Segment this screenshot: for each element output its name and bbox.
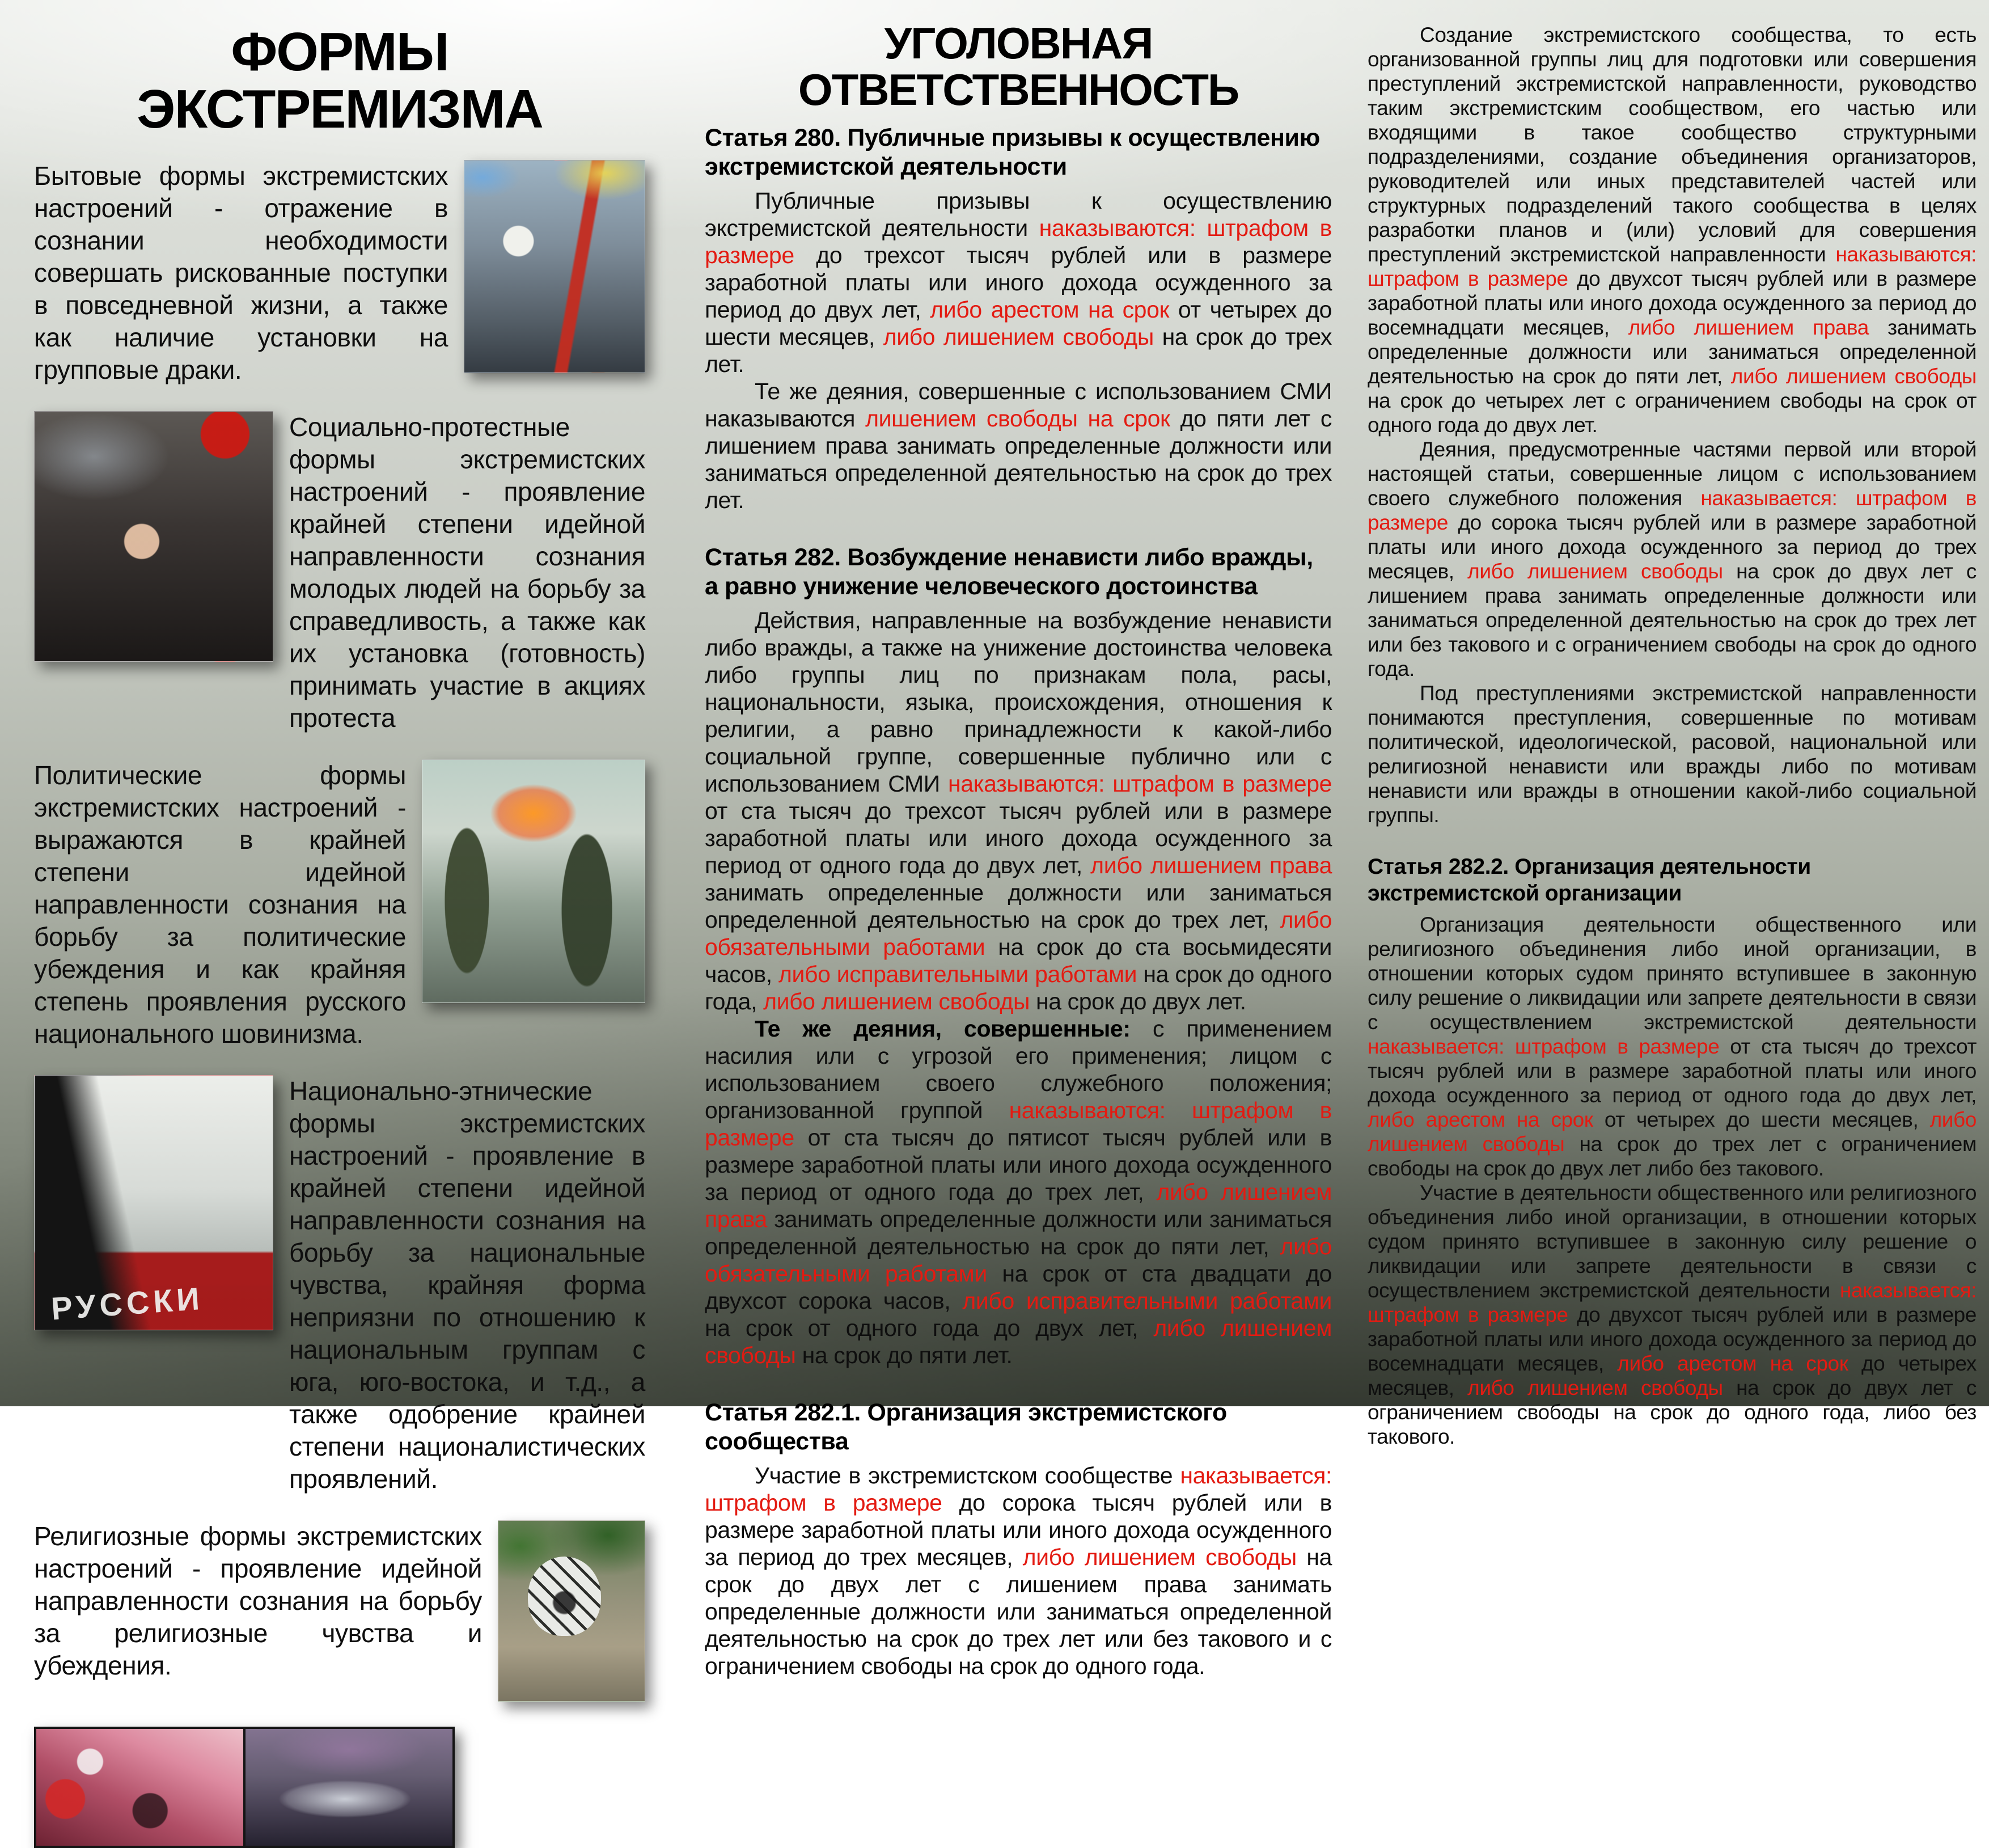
street-clash-photo	[464, 160, 645, 373]
article-282-1-paragraph-2	[1368, 23, 1977, 437]
penalty-highlight-text: наказываются: штрафом в размере	[1368, 243, 1977, 290]
law-text: на срок до двух лет с лишением права занимать определенные должности или заниматься определенной деятельностью на срок до трех лет или без такового и с ограничением свободы на срок до одного года.	[705, 1543, 1332, 1679]
penalty-highlight-text: либо лишением свободы	[1467, 1376, 1723, 1399]
law-text: Создание экстремистского сообщества, то есть организованной группы лиц для подготовки или совершения преступлений экстремистской направленности, руководство таким экстремистским сообществом, его частью или входящими в такое сообщество структурными подразделениями, создание объединения организаторов, руководителей или иных представителей частей или структурных подразделений такого сообщества в целях разработки планов и (или) условий для совершения преступлений экстремистской направленности	[1368, 23, 1977, 266]
penalty-highlight-text: наказывается: штрафом в размере	[1368, 1035, 1720, 1058]
law-text: на срок до трех лет с ограничением свободы на срок до двух лет либо без такового.	[1368, 1132, 1977, 1180]
law-text: на срок от одного года до двух лет,	[705, 1314, 1154, 1341]
penalty-highlight-text: либо исправительными работами	[778, 961, 1137, 987]
article-280-paragraph-2	[705, 378, 1332, 514]
law-text: на срок до четырех лет с ограничением свободы на срок от одного года до двух лет.	[1368, 389, 1977, 437]
banner-text: РУССКИ	[50, 1280, 205, 1327]
law-text: от ста тысяч до трехсот тысяч рублей или в размере заработной платы или иного дохода осужденного за период от одного года до двух лет,	[1368, 1035, 1977, 1107]
article-282-2-paragraph-1	[1368, 912, 1977, 1181]
middle-column	[705, 17, 1332, 1680]
criminal-liability-articles-continued	[1368, 23, 1977, 1449]
riot-police-fire-photo	[422, 759, 645, 1003]
children-rally-photo	[36, 1729, 243, 1846]
right-column	[1368, 23, 1977, 1449]
extremism-form-text: Национально-этнические формы экстремистских настроений - проявление в крайней степени идейной направленности сознания на борьбу за национальные чувства, крайняя форма неприязни по отношению к национальным группам с юга, юго-востока, и т.д., а также одобрение крайней степени националистических проявлений.	[289, 1076, 645, 1494]
penalty-highlight-text: лишением свободы на срок	[865, 405, 1170, 432]
law-text: Те же деяния, совершенные:	[755, 1015, 1131, 1042]
law-text: до двухсот тысяч рублей или в размере заработной платы или иного дохода осужденного за период до восемнадцати месяцев,	[1368, 1303, 1977, 1375]
penalty-highlight-text: либо обязательными работами	[705, 1233, 1332, 1287]
law-text: на срок до одного года,	[705, 961, 1332, 1014]
article-282-2-paragraph-2	[1368, 1181, 1977, 1449]
bottom-photo-strip	[34, 1727, 455, 1848]
penalty-highlight-text: наказывается: штрафом в размере	[1368, 487, 1977, 534]
penalty-highlight-text: наказываются: штрафом в размере	[705, 1097, 1332, 1151]
law-text: на срок от ста двадцати до двухсот сорока часов,	[705, 1260, 1332, 1314]
law-text: на срок до двух лет с ограничением свободы на срок до одного года, либо без такового.	[1368, 1376, 1977, 1448]
criminal-liability-articles	[705, 124, 1332, 1680]
extremism-form-text: Политические формы экстремистских настроений - выражаются в крайней степени идейной направленности сознания на борьбу за политические убеждения и как крайняя степень проявления русского национального шовинизма.	[34, 760, 406, 1048]
law-text: занимать определенные должности или заниматься определенной деятельностью на срок до пяти лет,	[705, 1206, 1332, 1259]
keffiyeh-mask-shape	[528, 1557, 601, 1636]
law-text: на срок до ста восьмидесяти часов,	[705, 933, 1332, 987]
article-280-paragraph-1	[705, 187, 1332, 378]
extremism-form-block	[34, 1520, 645, 1702]
law-text: Под преступлениями экстремистской направленности понимаются преступления, совершенные по мотивам политической, идеологической, расовой, национальной или религиозной ненависти или вражды либо по мотивам ненависти или вражды в отношении какой-либо социальной группы.	[1368, 682, 1977, 827]
penalty-highlight-text: либо лишением свободы	[1022, 1543, 1297, 1570]
law-text: до четырех месяцев,	[1368, 1352, 1977, 1399]
article-282-2-heading: Статья 282.2. Организация деятельности экстремистской организации	[1368, 855, 1811, 906]
penalty-highlight-text: либо лишением свободы	[883, 323, 1154, 350]
extremism-form-block	[34, 759, 645, 1050]
extremism-form-block	[34, 1075, 645, 1495]
law-text: до сорока тысяч рублей или в размере заработной платы или иного дохода осужденного за период до трех месяцев,	[1368, 511, 1977, 583]
penalty-highlight-text: либо арестом на срок	[930, 296, 1170, 323]
law-text: до пяти лет с лишением права занимать определенные должности или заниматься определенной деятельностью на срок до трех лет.	[705, 405, 1332, 513]
penalty-highlight-text: либо лишением свободы	[705, 1314, 1332, 1368]
penalty-highlight-text: либо исправительными работами	[962, 1287, 1332, 1314]
law-text: с применением насилия или с угрозой его применения; лицом с использованием своего служебного положения; организованной группой	[705, 1015, 1332, 1123]
law-text: Участие в деятельности общественного или религиозного объединения либо иной организации, в отношении которых судом принято вступившее в законную силу решение о ликвидации или запрете деятельности в связи с осуществлением экстремистской деятельности	[1368, 1181, 1977, 1302]
article-282-paragraph-2	[705, 1015, 1332, 1369]
left-column	[34, 17, 645, 1848]
penalty-highlight-text: либо лишением права	[1628, 316, 1869, 339]
law-text: занимать определенные должности или заниматься определенной деятельностью на срок до трех лет,	[705, 879, 1332, 933]
protest-shout-photo	[34, 411, 273, 662]
law-text: на срок до пяти лет.	[795, 1342, 1013, 1368]
law-text: от четырех до шести месяцев,	[705, 296, 1332, 350]
law-text: Организация деятельности общественного или религиозного объединения либо иной организации, в отношении которых судом принято вступившее в законную силу решение о ликвидации или запрете деятельности в связи с осуществлением экстремистской деятельности	[1368, 913, 1977, 1034]
law-text: Публичные призывы к осуществлению экстремистской деятельности	[705, 187, 1332, 241]
article-282-heading: Статья 282. Возбуждение ненависти либо вражды, а равно унижение человеческого достоинства	[705, 543, 1313, 600]
article-282-1-heading: Статья 282.1. Организация экстремистского сообщества	[705, 1398, 1227, 1455]
masked-militants-photo	[498, 1520, 645, 1702]
article-282-1-paragraph-1	[705, 1462, 1332, 1680]
law-text: до сорока тысяч рублей или в размере заработной платы или иного дохода осужденного за период до трех месяцев,	[705, 1489, 1332, 1570]
law-text: Участие в экстремистском сообществе	[755, 1462, 1180, 1488]
extremism-form-text: Религиозные формы экстремистских настроений - проявление идейной направленности сознания на борьбу за религиозные чувства и убеждения.	[34, 1521, 482, 1680]
law-text: Деяния, предусмотренные частями первой или второй настоящей статьи, совершенные лицом с использованием своего служебного положения	[1368, 438, 1977, 510]
middle-column-title: УГОЛОВНАЯ ОТВЕТСТВЕННОСТЬ	[798, 18, 1239, 115]
extremism-form-text: Социально-протестные формы экстремистских настроений - проявление крайней степени идейной направленности сознания молодых людей на борьбу за справедливость, а также как их установка (готовность) принимать участие в акциях протеста	[289, 412, 645, 733]
extremism-forms-list	[34, 160, 645, 1702]
law-text: до трехсот тысяч рублей или в размере заработной платы или иного дохода осужденного за период до двух лет,	[705, 242, 1332, 323]
nationalist-rally-photo	[34, 1075, 273, 1330]
extremism-form-block	[34, 160, 645, 386]
penalty-highlight-text: либо лишением права	[1090, 852, 1332, 878]
penalty-highlight-text: либо лишением права	[705, 1178, 1332, 1232]
penalty-highlight-text: наказываются: штрафом в размере	[947, 770, 1332, 797]
penalty-highlight-text: либо лишением свободы	[1467, 560, 1723, 583]
penalty-highlight-text: либо арестом на срок	[1617, 1352, 1848, 1375]
law-text: от ста тысяч до пятисот тысяч рублей или в размере заработной платы или иного дохода осужденного за период от одного года до трех лет,	[705, 1124, 1332, 1205]
law-text: занимать определенные должности или заниматься определенной деятельностью на срок до пяти лет,	[1368, 316, 1977, 388]
law-text: на срок до двух лет.	[1030, 988, 1246, 1014]
left-column-title: ФОРМЫ ЭКСТРЕМИЗМА	[137, 22, 543, 139]
extremism-form-block	[34, 411, 645, 734]
law-text: на срок до трех лет.	[705, 323, 1332, 377]
penalty-highlight-text: либо лишением свободы	[1730, 365, 1977, 388]
penalty-highlight-text: наказываются: штрафом в размере	[705, 214, 1332, 268]
law-text: от четырех до шести месяцев,	[1593, 1108, 1930, 1131]
penalty-highlight-text: наказывается: штрафом в размере	[705, 1462, 1332, 1516]
law-text: от ста тысяч до трехсот тысяч рублей или в размере заработной платы или иного дохода осужденного за период от одного года до двух лет,	[705, 797, 1332, 878]
article-282-1-paragraph-3	[1368, 437, 1977, 681]
penalty-highlight-text: либо арестом на срок	[1368, 1108, 1593, 1131]
penalty-highlight-text: наказывается: штрафом в размере	[1368, 1279, 1977, 1326]
law-text: Те же деяния, совершенные с использованием СМИ наказываются	[705, 378, 1332, 432]
article-282-paragraph-1	[705, 607, 1332, 1015]
burnt-car-photo	[243, 1729, 452, 1846]
law-text: на срок до двух лет с лишением права занимать определенные должности или заниматься определенной деятельностью на срок до трех лет или без такового и с ограничением свободы на срок до одного года.	[1368, 560, 1977, 680]
extremist-crimes-definition-paragraph	[1368, 681, 1977, 827]
penalty-highlight-text: либо обязательными работами	[705, 906, 1332, 960]
penalty-highlight-text: либо лишением свободы	[763, 988, 1030, 1014]
law-text: до двухсот тысяч рублей или в размере заработной платы или иного дохода осужденного за период до восемнадцати месяцев,	[1368, 267, 1977, 339]
extremism-form-text: Бытовые формы экстремистских настроений - отражение в сознании необходимости совершать рискованные поступки в повседневной жизни, а также как наличие установки на групповые драки.	[34, 160, 448, 384]
penalty-highlight-text: либо лишением свободы	[1368, 1108, 1977, 1156]
article-280-heading: Статья 280. Публичные призывы к осуществлению экстремистской деятельности	[705, 124, 1320, 180]
law-text: Действия, направленные на возбуждение ненависти либо вражды, а также на унижение достоинства человека либо группы лиц по признакам пола, расы, национальности, языка, происхождения, отношения к религии, а равно принадлежности к какой-либо социальной группе, совершенные публично или с использованием СМИ	[705, 607, 1332, 797]
